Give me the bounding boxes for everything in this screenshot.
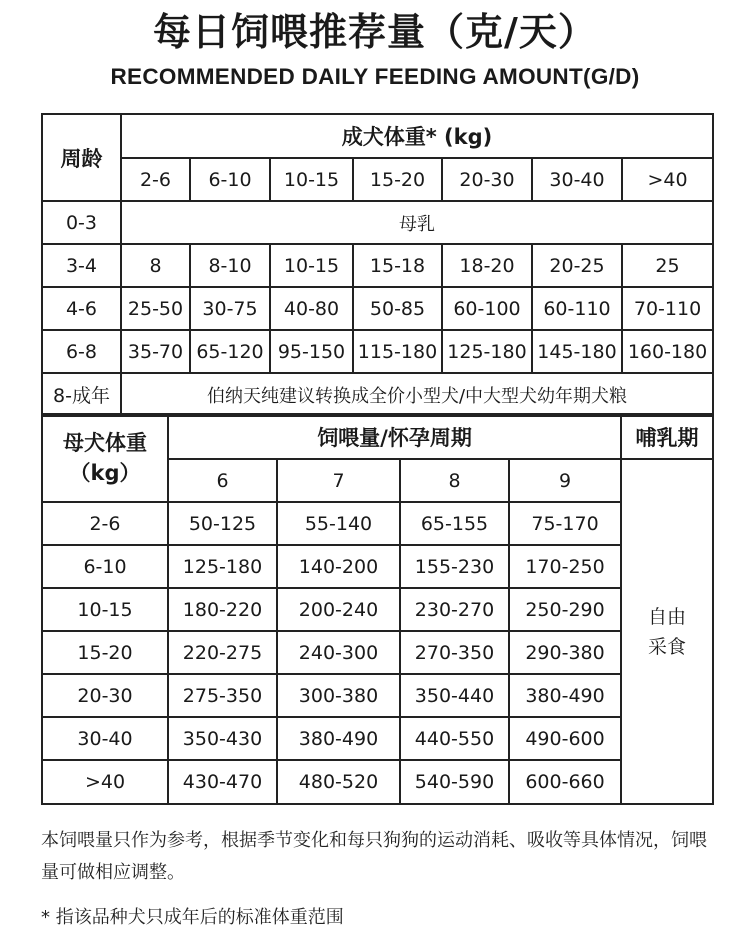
table-row — [42, 244, 713, 287]
table-row — [42, 631, 713, 674]
table-cell: 35-70 — [121, 330, 190, 373]
table-cell: 75-170 — [509, 502, 621, 545]
age-header: 周龄 — [42, 114, 121, 201]
table-row — [42, 760, 713, 804]
table-cell: 20-25 — [532, 244, 622, 287]
table-cell: 15-18 — [353, 244, 442, 287]
table-cell: 350-430 — [168, 717, 277, 760]
table-cell: 60-110 — [532, 287, 622, 330]
table-row — [42, 674, 713, 717]
table-cell: 160-180 — [622, 330, 713, 373]
table-cell: 430-470 — [168, 760, 277, 804]
age-cell: 8-成年 — [42, 373, 121, 416]
weight-cell: >40 — [42, 760, 168, 804]
age-cell: 6-8 — [42, 330, 121, 373]
table-row — [42, 373, 713, 416]
lactation-value-line2: 采食 — [648, 635, 687, 658]
table-cell: 155-230 — [400, 545, 509, 588]
table-cell: 230-270 — [400, 588, 509, 631]
mother-weight-header — [42, 414, 168, 502]
table-cell: 60-100 — [442, 287, 532, 330]
mother-weight-header-line2: （kg） — [69, 461, 141, 485]
page-subtitle: RECOMMENDED DAILY FEEDING AMOUNT(G/D) — [110, 64, 640, 89]
table-cell: 95-150 — [270, 330, 353, 373]
table-cell: 70-110 — [622, 287, 713, 330]
table-cell: 25-50 — [121, 287, 190, 330]
lactation-value-line1: 自由 — [648, 605, 687, 628]
weight-column-header: 15-20 — [353, 158, 442, 201]
transition-advice-cell: 伯纳天纯建议转换成全价小型犬/中大型犬幼年期犬粮 — [121, 373, 713, 416]
table-row — [42, 545, 713, 588]
table-cell: 125-180 — [168, 545, 277, 588]
age-cell: 4-6 — [42, 287, 121, 330]
adult-weight-header: 成犬体重* (kg) — [121, 114, 713, 158]
table-cell: 380-490 — [509, 674, 621, 717]
table-cell: 50-85 — [353, 287, 442, 330]
lactation-cell — [621, 459, 713, 804]
weight-cell: 2-6 — [42, 502, 168, 545]
weight-column-header: 6-10 — [190, 158, 270, 201]
table-cell: 440-550 — [400, 717, 509, 760]
table-cell: 50-125 — [168, 502, 277, 545]
table-cell: 65-120 — [190, 330, 270, 373]
table-cell: 180-220 — [168, 588, 277, 631]
table-cell: 220-275 — [168, 631, 277, 674]
table-cell: 480-520 — [277, 760, 400, 804]
weight-cell: 10-15 — [42, 588, 168, 631]
table-cell: 115-180 — [353, 330, 442, 373]
table-cell: 600-660 — [509, 760, 621, 804]
table-cell: 380-490 — [277, 717, 400, 760]
weight-column-header: >40 — [622, 158, 713, 201]
week-column-header: 8 — [400, 459, 509, 502]
table-row — [42, 201, 713, 244]
table-cell: 170-250 — [509, 545, 621, 588]
table-cell: 10-15 — [270, 244, 353, 287]
week-column-header: 9 — [509, 459, 621, 502]
table-cell: 275-350 — [168, 674, 277, 717]
table-cell: 30-75 — [190, 287, 270, 330]
table-cell: 65-155 — [400, 502, 509, 545]
breast-milk-cell: 母乳 — [121, 201, 713, 244]
table-row — [42, 287, 713, 330]
week-column-header: 6 — [168, 459, 277, 502]
table-cell: 18-20 — [442, 244, 532, 287]
weight-footnote: * 指该品种犬只成年后的标准体重范围 — [41, 907, 344, 928]
table-row — [42, 502, 713, 545]
table-cell: 40-80 — [270, 287, 353, 330]
table-cell: 8-10 — [190, 244, 270, 287]
puppy-feeding-table — [41, 113, 714, 417]
mother-weight-header-line1: 母犬体重 — [63, 431, 147, 455]
table-cell: 250-290 — [509, 588, 621, 631]
table-cell: 290-380 — [509, 631, 621, 674]
table-cell: 25 — [622, 244, 713, 287]
table-cell: 240-300 — [277, 631, 400, 674]
table-cell: 125-180 — [442, 330, 532, 373]
table-cell: 140-200 — [277, 545, 400, 588]
age-cell: 3-4 — [42, 244, 121, 287]
table-cell: 540-590 — [400, 760, 509, 804]
lactation-header: 哺乳期 — [621, 414, 713, 459]
weight-column-header: 2-6 — [121, 158, 190, 201]
table-row — [42, 717, 713, 760]
table-cell: 350-440 — [400, 674, 509, 717]
table-cell: 145-180 — [532, 330, 622, 373]
table-cell: 55-140 — [277, 502, 400, 545]
week-column-header: 7 — [277, 459, 400, 502]
table-cell: 8 — [121, 244, 190, 287]
page-title: 每日饲喂推荐量（克/天） — [153, 10, 597, 54]
weight-cell: 20-30 — [42, 674, 168, 717]
weight-cell: 6-10 — [42, 545, 168, 588]
table-cell: 490-600 — [509, 717, 621, 760]
table-cell: 300-380 — [277, 674, 400, 717]
age-cell: 0-3 — [42, 201, 121, 244]
table-cell: 270-350 — [400, 631, 509, 674]
feeding-note: 本饲喂量只作为参考，根据季节变化和每只狗狗的运动消耗、吸收等具体情况，饲喂量可做相应调整。 — [41, 830, 707, 883]
weight-column-header: 30-40 — [532, 158, 622, 201]
pregnancy-feeding-header: 饲喂量/怀孕周期 — [168, 414, 621, 459]
mother-feeding-table — [41, 413, 714, 805]
weight-cell: 15-20 — [42, 631, 168, 674]
weight-cell: 30-40 — [42, 717, 168, 760]
table-row — [42, 330, 713, 373]
weight-column-header: 10-15 — [270, 158, 353, 201]
table-cell: 200-240 — [277, 588, 400, 631]
weight-column-header: 20-30 — [442, 158, 532, 201]
table-row — [42, 588, 713, 631]
